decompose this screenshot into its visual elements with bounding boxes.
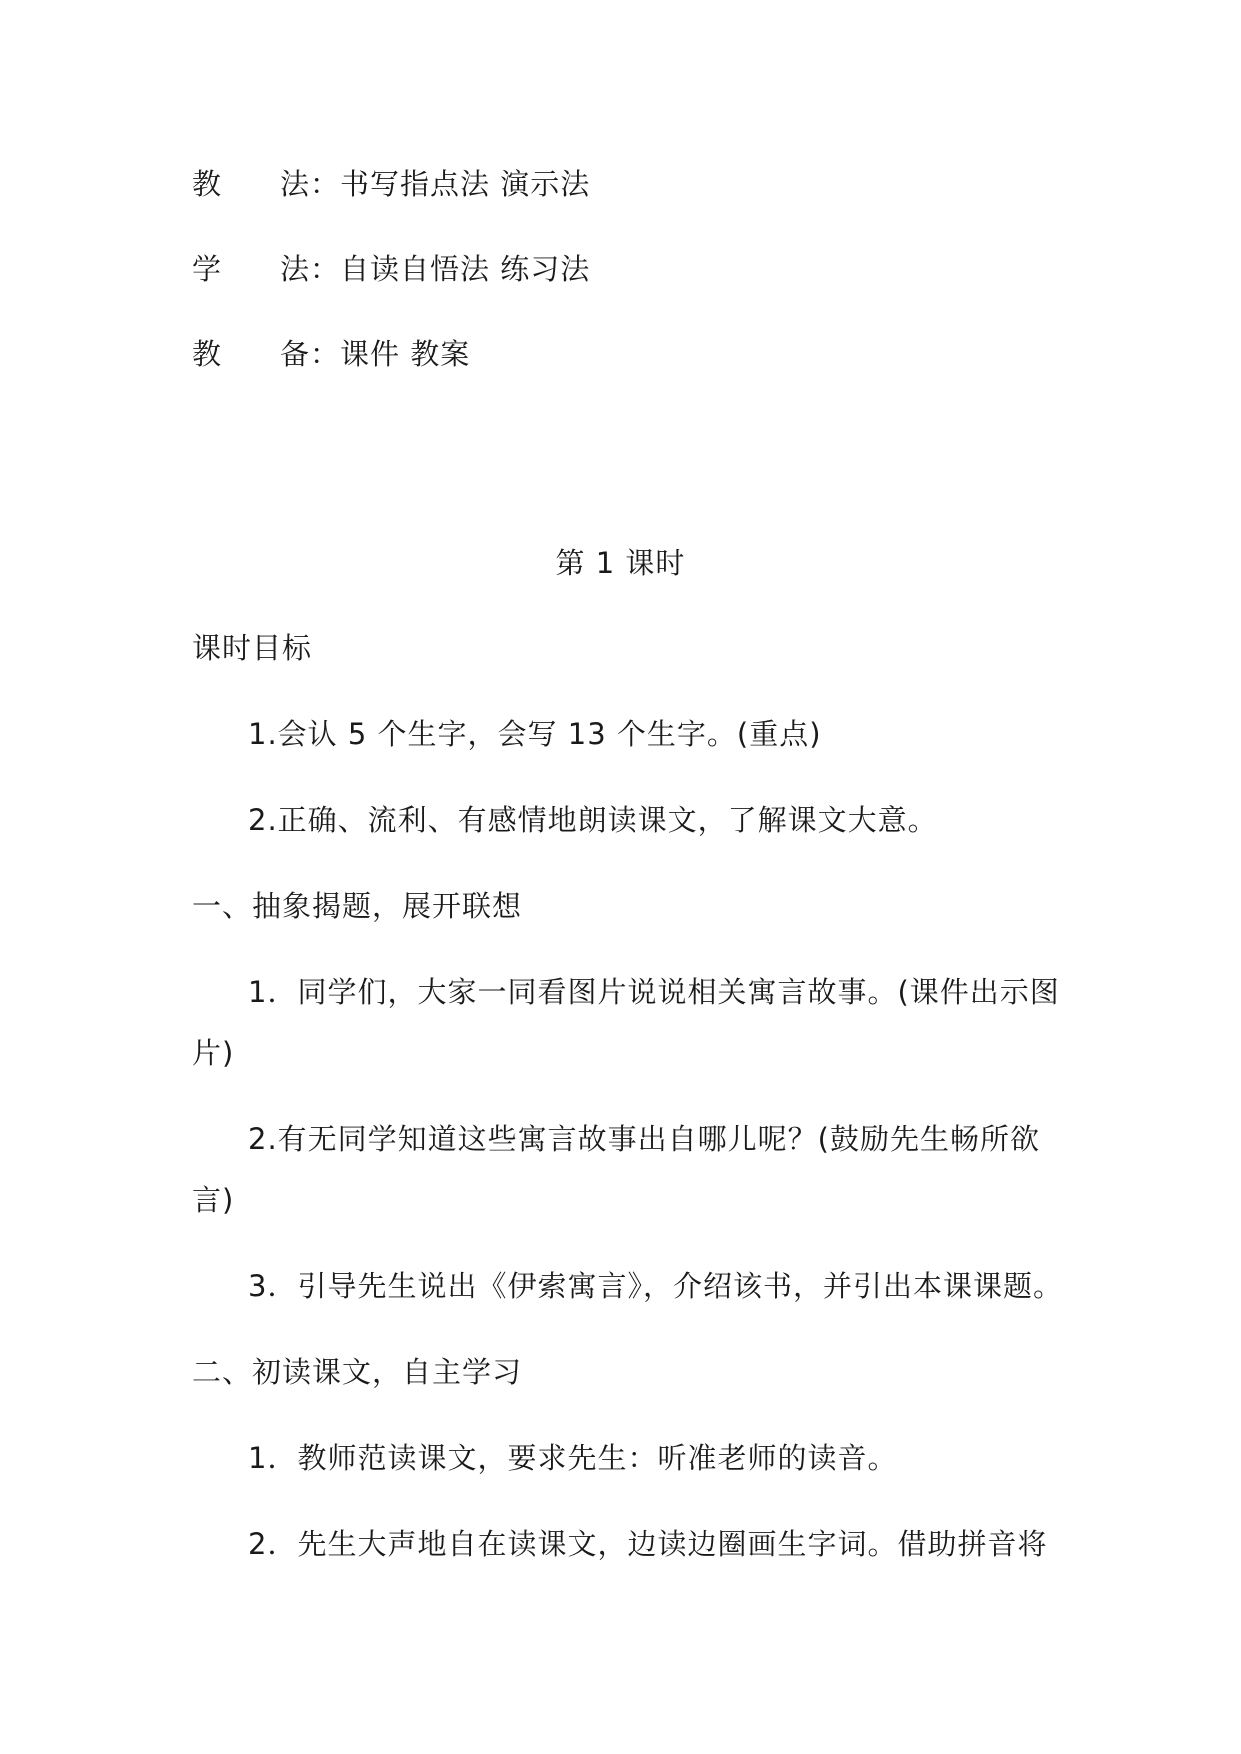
- section1-item2-line2: 言): [192, 1183, 235, 1217]
- section2-item2-line1: 2．先生大声地自在读课文，边读边圈画生字词。借助拼音将: [248, 1527, 1048, 1561]
- teaching-prep-value: 备：课件 教案: [280, 337, 471, 371]
- section2-item1: 1．教师范读课文，要求先生：听准老师的读音。: [248, 1441, 898, 1475]
- section1-item1-line2: 片): [192, 1036, 235, 1070]
- teaching-prep-char1: 教: [192, 337, 223, 371]
- objective-item-1: 1.会认 5 个生字，会写 13 个生字。(重点): [248, 717, 822, 751]
- section2-heading: 二、初读课文，自主学习: [192, 1355, 523, 1389]
- teaching-method-char1: 教: [192, 167, 223, 201]
- objectives-heading: 课时目标: [192, 631, 313, 665]
- section1-item1-line1: 1．同学们，大家一同看图片说说相关寓言故事。(课件出示图: [248, 975, 1060, 1009]
- teaching-method-value: 法：书写指点法 演示法: [280, 167, 591, 201]
- section1-item3: 3．引导先生说出《伊索寓言》，介绍该书，并引出本课课题。: [248, 1269, 1063, 1303]
- lesson-title: 第 1 课时: [555, 546, 686, 580]
- learning-method-value: 法：自读自悟法 练习法: [280, 252, 591, 286]
- section1-heading: 一、抽象揭题，展开联想: [192, 889, 523, 923]
- section1-item2-line1: 2.有无同学知道这些寓言故事出自哪儿呢？(鼓励先生畅所欲: [248, 1122, 1040, 1156]
- objective-item-2: 2.正确、流利、有感情地朗读课文，了解课文大意。: [248, 803, 938, 837]
- learning-method-char1: 学: [192, 252, 223, 286]
